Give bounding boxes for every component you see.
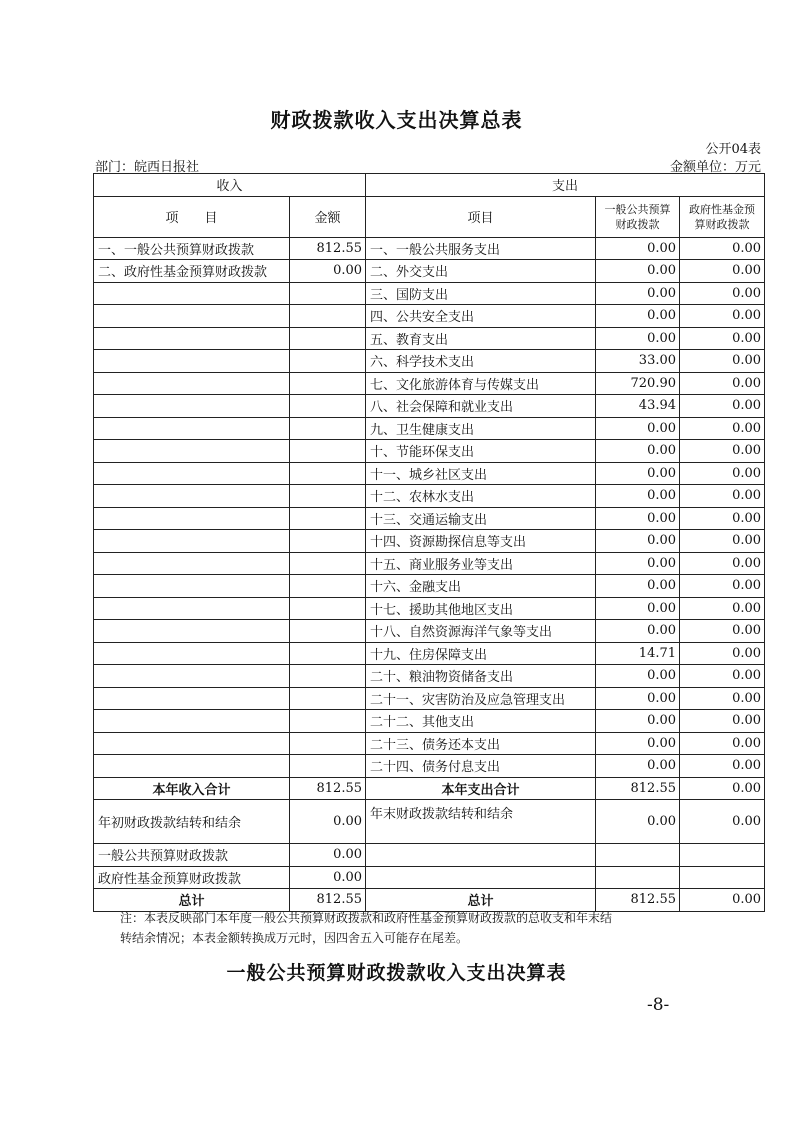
empty-cell (94, 395, 290, 418)
table-row (94, 665, 765, 688)
balance-row (94, 800, 765, 844)
expense-item-label: 九、卫生健康支出 (366, 417, 596, 440)
table-row (94, 417, 765, 440)
expense-item-label: 八、社会保障和就业支出 (366, 395, 596, 418)
expense-item-general: 0.00 (596, 440, 680, 463)
expense-item-fund: 0.00 (680, 710, 765, 733)
income-amount-header: 金额 (290, 196, 366, 237)
empty-cell (94, 597, 290, 620)
page-title: 财政拨款收入支出决算总表 (270, 108, 523, 132)
expense-item-general: 0.00 (596, 620, 680, 643)
grand-total-expense-label: 总计 (366, 889, 596, 912)
empty-cell (290, 710, 366, 733)
expense-item-general: 0.00 (596, 462, 680, 485)
expense-item-label: 三、国防支出 (366, 282, 596, 305)
expense-item-general: 0.00 (596, 710, 680, 733)
expense-item-fund: 0.00 (680, 485, 765, 508)
note-line: 注：本表反映部门本年度一般公共预算财政拨款和政府性基金预算财政拨款的总收支和年末结 (120, 911, 613, 925)
expense-item-header: 项目 (366, 196, 596, 237)
header-row-1 (94, 174, 765, 197)
table-row (94, 395, 765, 418)
income-item-label: 二、政府性基金预算财政拨款 (94, 260, 290, 283)
budget-summary-table (93, 173, 765, 912)
expense-item-label: 十三、交通运输支出 (366, 507, 596, 530)
table-row (94, 687, 765, 710)
year-expense-total-general: 812.55 (596, 777, 680, 800)
empty-cell (94, 417, 290, 440)
form-code: 公开04表 (705, 142, 761, 157)
table-row (94, 372, 765, 395)
empty-cell (94, 305, 290, 328)
empty-cell (94, 507, 290, 530)
year-expense-total-fund: 0.00 (680, 777, 765, 800)
table-row (94, 260, 765, 283)
expense-item-fund: 0.00 (680, 327, 765, 350)
header-row-2 (94, 196, 765, 237)
expense-item-fund: 0.00 (680, 462, 765, 485)
empty-cell (94, 372, 290, 395)
table-row (94, 620, 765, 643)
expense-item-fund: 0.00 (680, 350, 765, 373)
unit-label: 金额单位：万元 (669, 160, 761, 175)
expense-item-label: 四、公共安全支出 (366, 305, 596, 328)
begin-balance-amount: 0.00 (290, 800, 366, 844)
gov-fund-header: 政府性基金预算财政拨款 (680, 196, 765, 237)
expense-item-label: 十一、城乡社区支出 (366, 462, 596, 485)
empty-cell (596, 844, 680, 867)
expense-item-label: 十四、资源勘探信息等支出 (366, 530, 596, 553)
expense-item-fund: 0.00 (680, 642, 765, 665)
table-row (94, 552, 765, 575)
table-row (94, 282, 765, 305)
empty-cell (290, 665, 366, 688)
expense-item-fund: 0.00 (680, 305, 765, 328)
empty-cell (290, 755, 366, 778)
expense-item-general: 0.00 (596, 530, 680, 553)
empty-cell (290, 417, 366, 440)
begin-balance-label: 年初财政拨款结转和结余 (94, 800, 290, 844)
table-row (94, 485, 765, 508)
expense-item-general: 0.00 (596, 237, 680, 260)
table-row (94, 507, 765, 530)
expense-item-label: 十五、商业服务业等支出 (366, 552, 596, 575)
expense-item-fund: 0.00 (680, 620, 765, 643)
department-label: 部门：皖西日报社 (95, 160, 200, 175)
expense-item-general: 0.00 (596, 305, 680, 328)
general-budget-header: 一般公共预算财政拨款 (596, 196, 680, 237)
income-item-label: 一、一般公共预算财政拨款 (94, 237, 290, 260)
expense-item-fund: 0.00 (680, 372, 765, 395)
expense-header: 支出 (366, 174, 765, 197)
empty-cell (680, 866, 765, 889)
empty-cell (94, 642, 290, 665)
empty-cell (290, 507, 366, 530)
expense-item-general: 0.00 (596, 597, 680, 620)
table-row (94, 305, 765, 328)
income-item-amount: 812.55 (290, 237, 366, 260)
expense-item-label: 二十四、债务付息支出 (366, 755, 596, 778)
expense-item-general: 0.00 (596, 755, 680, 778)
expense-item-label: 六、科学技术支出 (366, 350, 596, 373)
end-balance-label: 年末财政拨款结转和结余 (366, 800, 596, 844)
expense-item-label: 二十一、灾害防治及应急管理支出 (366, 687, 596, 710)
expense-item-label: 十七、援助其他地区支出 (366, 597, 596, 620)
table-row (94, 575, 765, 598)
table-row (94, 530, 765, 553)
expense-item-general: 0.00 (596, 552, 680, 575)
expense-item-label: 五、教育支出 (366, 327, 596, 350)
expense-item-fund: 0.00 (680, 575, 765, 598)
expense-item-fund: 0.00 (680, 530, 765, 553)
end-balance-fund: 0.00 (680, 800, 765, 844)
empty-cell (680, 844, 765, 867)
expense-item-fund: 0.00 (680, 665, 765, 688)
table-row (94, 755, 765, 778)
expense-item-label: 二、外交支出 (366, 260, 596, 283)
expense-item-label: 七、文化旅游体育与传媒支出 (366, 372, 596, 395)
begin-general-label: 一般公共预算财政拨款 (94, 844, 290, 867)
grand-total-income-label: 总计 (94, 889, 290, 912)
empty-cell (290, 575, 366, 598)
grand-total-expense-general: 812.55 (596, 889, 680, 912)
expense-item-fund: 0.00 (680, 395, 765, 418)
table-row (94, 642, 765, 665)
table-row (94, 350, 765, 373)
table-row (94, 440, 765, 463)
empty-cell (290, 350, 366, 373)
empty-cell (94, 620, 290, 643)
empty-cell (94, 440, 290, 463)
table-row (94, 462, 765, 485)
empty-cell (366, 844, 596, 867)
empty-cell (94, 687, 290, 710)
expense-item-fund: 0.00 (680, 440, 765, 463)
income-item-header: 项 目 (94, 196, 290, 237)
expense-item-general: 0.00 (596, 417, 680, 440)
note-line: 转结余情况；本表金额转换成万元时，因四舍五入可能存在尾差。 (120, 931, 469, 945)
empty-cell (290, 372, 366, 395)
empty-cell (290, 687, 366, 710)
expense-item-fund: 0.00 (680, 755, 765, 778)
empty-cell (94, 710, 290, 733)
expense-item-fund: 0.00 (680, 260, 765, 283)
expense-item-general: 0.00 (596, 687, 680, 710)
expense-item-fund: 0.00 (680, 552, 765, 575)
expense-item-label: 十二、农林水支出 (366, 485, 596, 508)
empty-cell (94, 755, 290, 778)
table-row (94, 327, 765, 350)
begin-fund-label: 政府性基金预算财政拨款 (94, 866, 290, 889)
table-row (94, 237, 765, 260)
empty-cell (94, 350, 290, 373)
expense-item-general: 0.00 (596, 575, 680, 598)
empty-cell (290, 620, 366, 643)
table-row (94, 732, 765, 755)
empty-cell (366, 866, 596, 889)
empty-cell (94, 552, 290, 575)
empty-cell (290, 440, 366, 463)
expense-item-general: 0.00 (596, 665, 680, 688)
year-income-total-amount: 812.55 (290, 777, 366, 800)
empty-cell (290, 530, 366, 553)
expense-item-label: 二十、粮油物资储备支出 (366, 665, 596, 688)
begin-general-amount: 0.00 (290, 844, 366, 867)
empty-cell (290, 305, 366, 328)
empty-cell (290, 597, 366, 620)
year-total-row (94, 777, 765, 800)
empty-cell (94, 732, 290, 755)
expense-item-label: 十六、金融支出 (366, 575, 596, 598)
table-note (120, 908, 760, 948)
expense-item-label: 二十三、债务还本支出 (366, 732, 596, 755)
grand-total-expense-fund: 0.00 (680, 889, 765, 912)
empty-cell (596, 866, 680, 889)
expense-item-fund: 0.00 (680, 417, 765, 440)
next-section-title: 一般公共预算财政拨款收入支出决算表 (226, 962, 567, 984)
empty-cell (290, 395, 366, 418)
income-item-amount: 0.00 (290, 260, 366, 283)
expense-item-fund: 0.00 (680, 732, 765, 755)
expense-item-label: 十、节能环保支出 (366, 440, 596, 463)
empty-cell (290, 552, 366, 575)
expense-item-general: 720.90 (596, 372, 680, 395)
expense-item-label: 二十二、其他支出 (366, 710, 596, 733)
empty-cell (94, 665, 290, 688)
begin-fund-row (94, 866, 765, 889)
expense-item-general: 0.00 (596, 282, 680, 305)
expense-item-label: 十八、自然资源海洋气象等支出 (366, 620, 596, 643)
expense-item-general: 43.94 (596, 395, 680, 418)
expense-item-general: 0.00 (596, 327, 680, 350)
expense-item-general: 0.00 (596, 485, 680, 508)
year-expense-total-label: 本年支出合计 (366, 777, 596, 800)
empty-cell (94, 575, 290, 598)
expense-item-fund: 0.00 (680, 687, 765, 710)
empty-cell (290, 327, 366, 350)
year-income-total-label: 本年收入合计 (94, 777, 290, 800)
expense-item-fund: 0.00 (680, 282, 765, 305)
empty-cell (290, 485, 366, 508)
begin-fund-amount: 0.00 (290, 866, 366, 889)
table-row (94, 710, 765, 733)
empty-cell (94, 462, 290, 485)
empty-cell (290, 462, 366, 485)
income-header: 收入 (94, 174, 366, 197)
expense-item-general: 0.00 (596, 732, 680, 755)
table-row (94, 597, 765, 620)
begin-general-row (94, 844, 765, 867)
expense-item-fund: 0.00 (680, 507, 765, 530)
page-number: -8- (647, 995, 670, 1015)
empty-cell (290, 282, 366, 305)
expense-item-fund: 0.00 (680, 597, 765, 620)
expense-item-general: 14.71 (596, 642, 680, 665)
empty-cell (290, 732, 366, 755)
expense-item-fund: 0.00 (680, 237, 765, 260)
expense-item-general: 0.00 (596, 507, 680, 530)
empty-cell (94, 327, 290, 350)
empty-cell (94, 530, 290, 553)
empty-cell (94, 485, 290, 508)
grand-total-income-amount: 812.55 (290, 889, 366, 912)
expense-item-label: 十九、住房保障支出 (366, 642, 596, 665)
expense-item-general: 33.00 (596, 350, 680, 373)
expense-item-label: 一、一般公共服务支出 (366, 237, 596, 260)
empty-cell (94, 282, 290, 305)
expense-item-general: 0.00 (596, 260, 680, 283)
empty-cell (290, 642, 366, 665)
end-balance-general: 0.00 (596, 800, 680, 844)
